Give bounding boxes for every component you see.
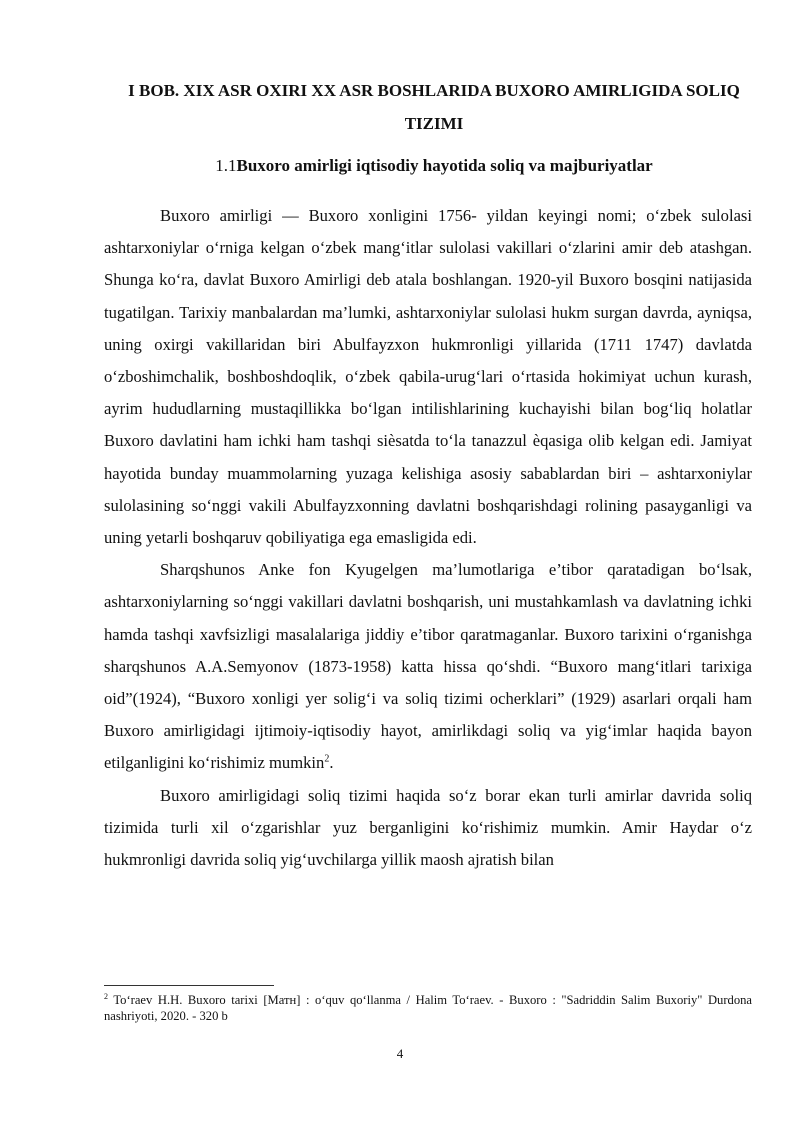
footnote-separator [104,985,274,986]
paragraph-3: Buxoro amirligidagi soliq tizimi haqida so‘z borar ekan turli amirlar davrida soliq tizimida turli xil o‘zgarishlar yuz berganligini ko‘rishimiz mumkin. Amir Haydar o‘z hukmronligi davrida soliq yig‘uvchilarga yillik maosh ajratish bilan [104,785,752,870]
paragraph-1: Buxoro amirligi — Buxoro xonligini 1756- yildan keyingi nomi; o‘zbek sulolasi ashtarxoniylar o‘rniga kelgan o‘zbek mang‘itlar sulolasi vakillari o‘zlarini amir deb atashgan. Shunga ko‘ra, davlat Buxoro Amirligi deb atala boshlangan. 1920-yil Buxoro bosqini natijasida tugatilgan. Tarixiy manbalardan ma’lumki, ashtarxoniylar sulolasi hukm surgan davrda, ayniqsa, uning oxirgi vakillaridan biri Abulfayzxon hukmronligi yillarida (1711 1747) davlatda o‘zboshimchalik, boshboshdoqlik, o‘zbek qabila-urug‘lari o‘rtasida hokimiyat uchun kurash, ayrim hududlarning mustaqillikka bo‘lgan intilishlarining kuchayishi bilan bog‘liq holatlar Buxoro davlatini ham ichki ham tashqi siѐsatda to‘la tanazzul ѐqasiga olib kelgan edi. Jamiyat hayotida bunday muammolarning yuzaga kelishiga asosiy sabablardan biri – ashtarxoniylar sulolasining so‘nggi vakili Abulfayzxonning davlatni boshqarishdagi rolining pasayganligi va uning yetarli boshqaruv qobiliyatiga ega emasligida edi. [104,206,752,548]
paragraph-2-end: . [329,753,334,773]
section-heading [104,151,764,181]
chapter-title: I BOB. XIX ASR OXIRI XX ASR BOSHLARIDA BUXORO AMIRLIGIDA SOLIQ TIZIMI [128,81,740,133]
body-text [104,200,752,876]
section-number: 1.1 [215,156,237,175]
footnote-reference[interactable]: 2 [324,753,330,765]
footnote [104,992,752,1024]
footnote-marker: 2 [104,991,108,1001]
page-number: 4 [396,1046,404,1061]
paragraph-2 [104,554,752,779]
section-title: Buxoro amirligi iqtisodiy hayotida soliq va majburiyatlar [236,156,653,175]
paragraph-2-text: Sharqshunos Anke fon Kyugelgen ma’lumotlariga e’tibor qaratadigan bo‘lsak, ashtarxoniylarning so‘nggi vakillari davlatni boshqarish, uni mustahkamlash va davlatning ichki hamda tashqi xavfsizligi masalalariga jiddiy e’tibor qaratmaganlar. Buxoro tarixini o‘rganishga sharqshunos A.A.Semyonov (1873-1958) katta hissa qo‘shdi. “Buxoro mang‘itlari tarixiga oid”(1924), “Buxoro xonligi yer solig‘i va soliq tizimi ocherklari” (1929) asarlari orqali ham Buxoro amirligidagi ijtimoiy-iqtisodiy hayot, amirlikdagi soliq va yig‘imlar haqida bayon etilganligini ko‘rishimiz mumkin [104,560,752,773]
footnote-text: To‘raev H.H. Buxoro tarixi [Матн] : o‘quv qo‘llanma / Halim To‘raev. - Buxoro : "Sadriddin Salim Buxoriy" Durdona nashriyoti, 2020. - 320 b [104,993,753,1023]
